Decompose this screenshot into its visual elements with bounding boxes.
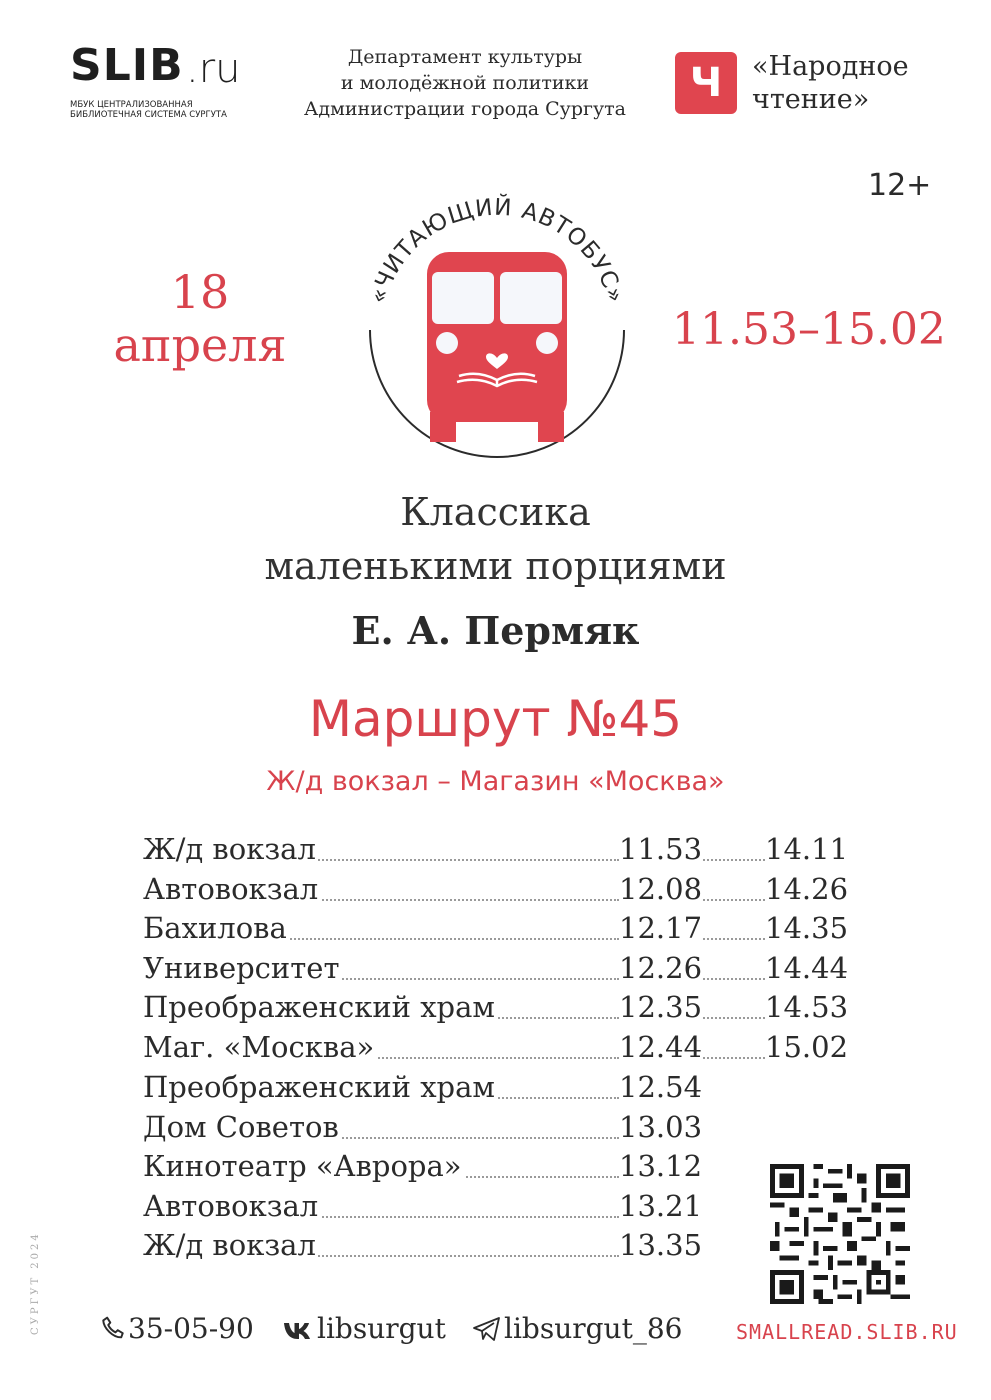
stop-name: Автовокзал (143, 1189, 319, 1223)
stop-name: Преображенский храм (143, 1070, 495, 1104)
time-first: 12.54 (619, 1070, 703, 1104)
stop-name: Маг. «Москва» (143, 1030, 375, 1064)
slib-logo-word: SLIB (70, 40, 184, 91)
narodnoe-chtenie-logo (675, 52, 737, 114)
time-first: 13.35 (619, 1228, 703, 1262)
author-name: Е. А. Пермяк (351, 608, 640, 653)
narodnoe-letter: Ч (689, 60, 723, 106)
time-second: 14.53 (765, 990, 849, 1024)
footer-phone[interactable] (100, 1312, 254, 1345)
bus-icon (427, 252, 567, 442)
table-row (143, 1068, 853, 1106)
time-first: 12.44 (619, 1030, 703, 1064)
telegram-icon (472, 1316, 502, 1342)
leader-dots-2 (703, 938, 765, 940)
footer-vk[interactable] (283, 1312, 446, 1345)
time-second: 15.02 (765, 1030, 849, 1064)
table-row (143, 909, 853, 947)
table-row (143, 1028, 853, 1066)
leader-dots-2 (703, 978, 765, 980)
emblem-arc-text: «ЧИТАЮЩИЙ АВТОБУС» (365, 194, 629, 307)
time-first: 13.03 (619, 1110, 703, 1144)
stop-name: Преображенский храм (143, 990, 495, 1024)
website-link[interactable]: SMALLREAD.SLIB.RU (736, 1320, 958, 1344)
phone-number: 35-05-90 (128, 1312, 254, 1345)
dept-line-1: Департамент культуры (347, 46, 583, 68)
time-first: 12.17 (619, 911, 703, 945)
vk-handle: libsurgut (317, 1312, 446, 1345)
stop-name: Кинотеатр «Аврора» (143, 1149, 462, 1183)
route-title: Маршрут №45 (308, 690, 683, 748)
table-row (143, 1147, 853, 1185)
subtitle-line-1: Классика (400, 490, 591, 534)
table-row (143, 949, 853, 987)
dept-line-3: Администрации города Сургута (304, 98, 626, 120)
stop-name: Ж/д вокзал (143, 832, 316, 866)
time-second: 14.44 (765, 951, 849, 985)
leader-dots-2 (703, 899, 765, 901)
subtitle-line-2: маленькими порциями (264, 544, 727, 588)
slib-logo-domain: .ru (186, 46, 241, 92)
stop-name: Бахилова (143, 911, 287, 945)
route-subtitle: Ж/д вокзал – Магазин «Москва» (266, 766, 725, 797)
time-first: 12.26 (619, 951, 703, 985)
stop-name: Дом Советов (143, 1110, 339, 1144)
vk-icon (283, 1320, 315, 1342)
stop-name: Университет (143, 951, 340, 985)
table-row (143, 870, 853, 908)
time-first: 12.35 (619, 990, 703, 1024)
narodnoe-line-1: «Народное (752, 51, 909, 82)
department-name (280, 44, 650, 122)
event-time-range: 11.53–15.02 (672, 304, 946, 355)
age-rating: 12+ (868, 168, 932, 203)
table-row (143, 988, 853, 1026)
slib-org-name: МБУК ЦЕНТРАЛИЗОВАННАЯ БИБЛИОТЕЧНАЯ СИСТЕМА СУРГУТА (70, 100, 227, 120)
narodnoe-line-2: чтение» (752, 84, 870, 115)
table-row (143, 1108, 853, 1146)
time-first: 13.12 (619, 1149, 703, 1183)
stop-name: Ж/д вокзал (143, 1228, 316, 1262)
footer-telegram[interactable] (472, 1312, 682, 1345)
leader-dots-2 (703, 1017, 765, 1019)
table-row (143, 1226, 853, 1264)
table-row (143, 830, 853, 868)
leader-dots-2 (703, 859, 765, 861)
qr-code[interactable] (770, 1164, 910, 1304)
time-first: 13.21 (619, 1189, 703, 1223)
event-month: апреля (113, 318, 287, 372)
dept-line-2: и молодёжной политики (340, 72, 590, 94)
time-first: 11.53 (619, 832, 703, 866)
time-first: 12.08 (619, 872, 703, 906)
event-day: 18 (170, 265, 230, 319)
time-second: 14.35 (765, 911, 849, 945)
time-second: 14.11 (765, 832, 849, 866)
stop-name: Автовокзал (143, 872, 319, 906)
leader-dots-2 (703, 1057, 765, 1059)
reading-bus-emblem (352, 180, 642, 470)
phone-icon (100, 1314, 126, 1342)
time-second: 14.26 (765, 872, 849, 906)
vertical-note: СУРГУТ 2024 (30, 1231, 41, 1335)
telegram-handle: libsurgut_86 (504, 1312, 683, 1345)
narodnoe-chtenie-title (752, 50, 952, 116)
table-row (143, 1187, 853, 1225)
